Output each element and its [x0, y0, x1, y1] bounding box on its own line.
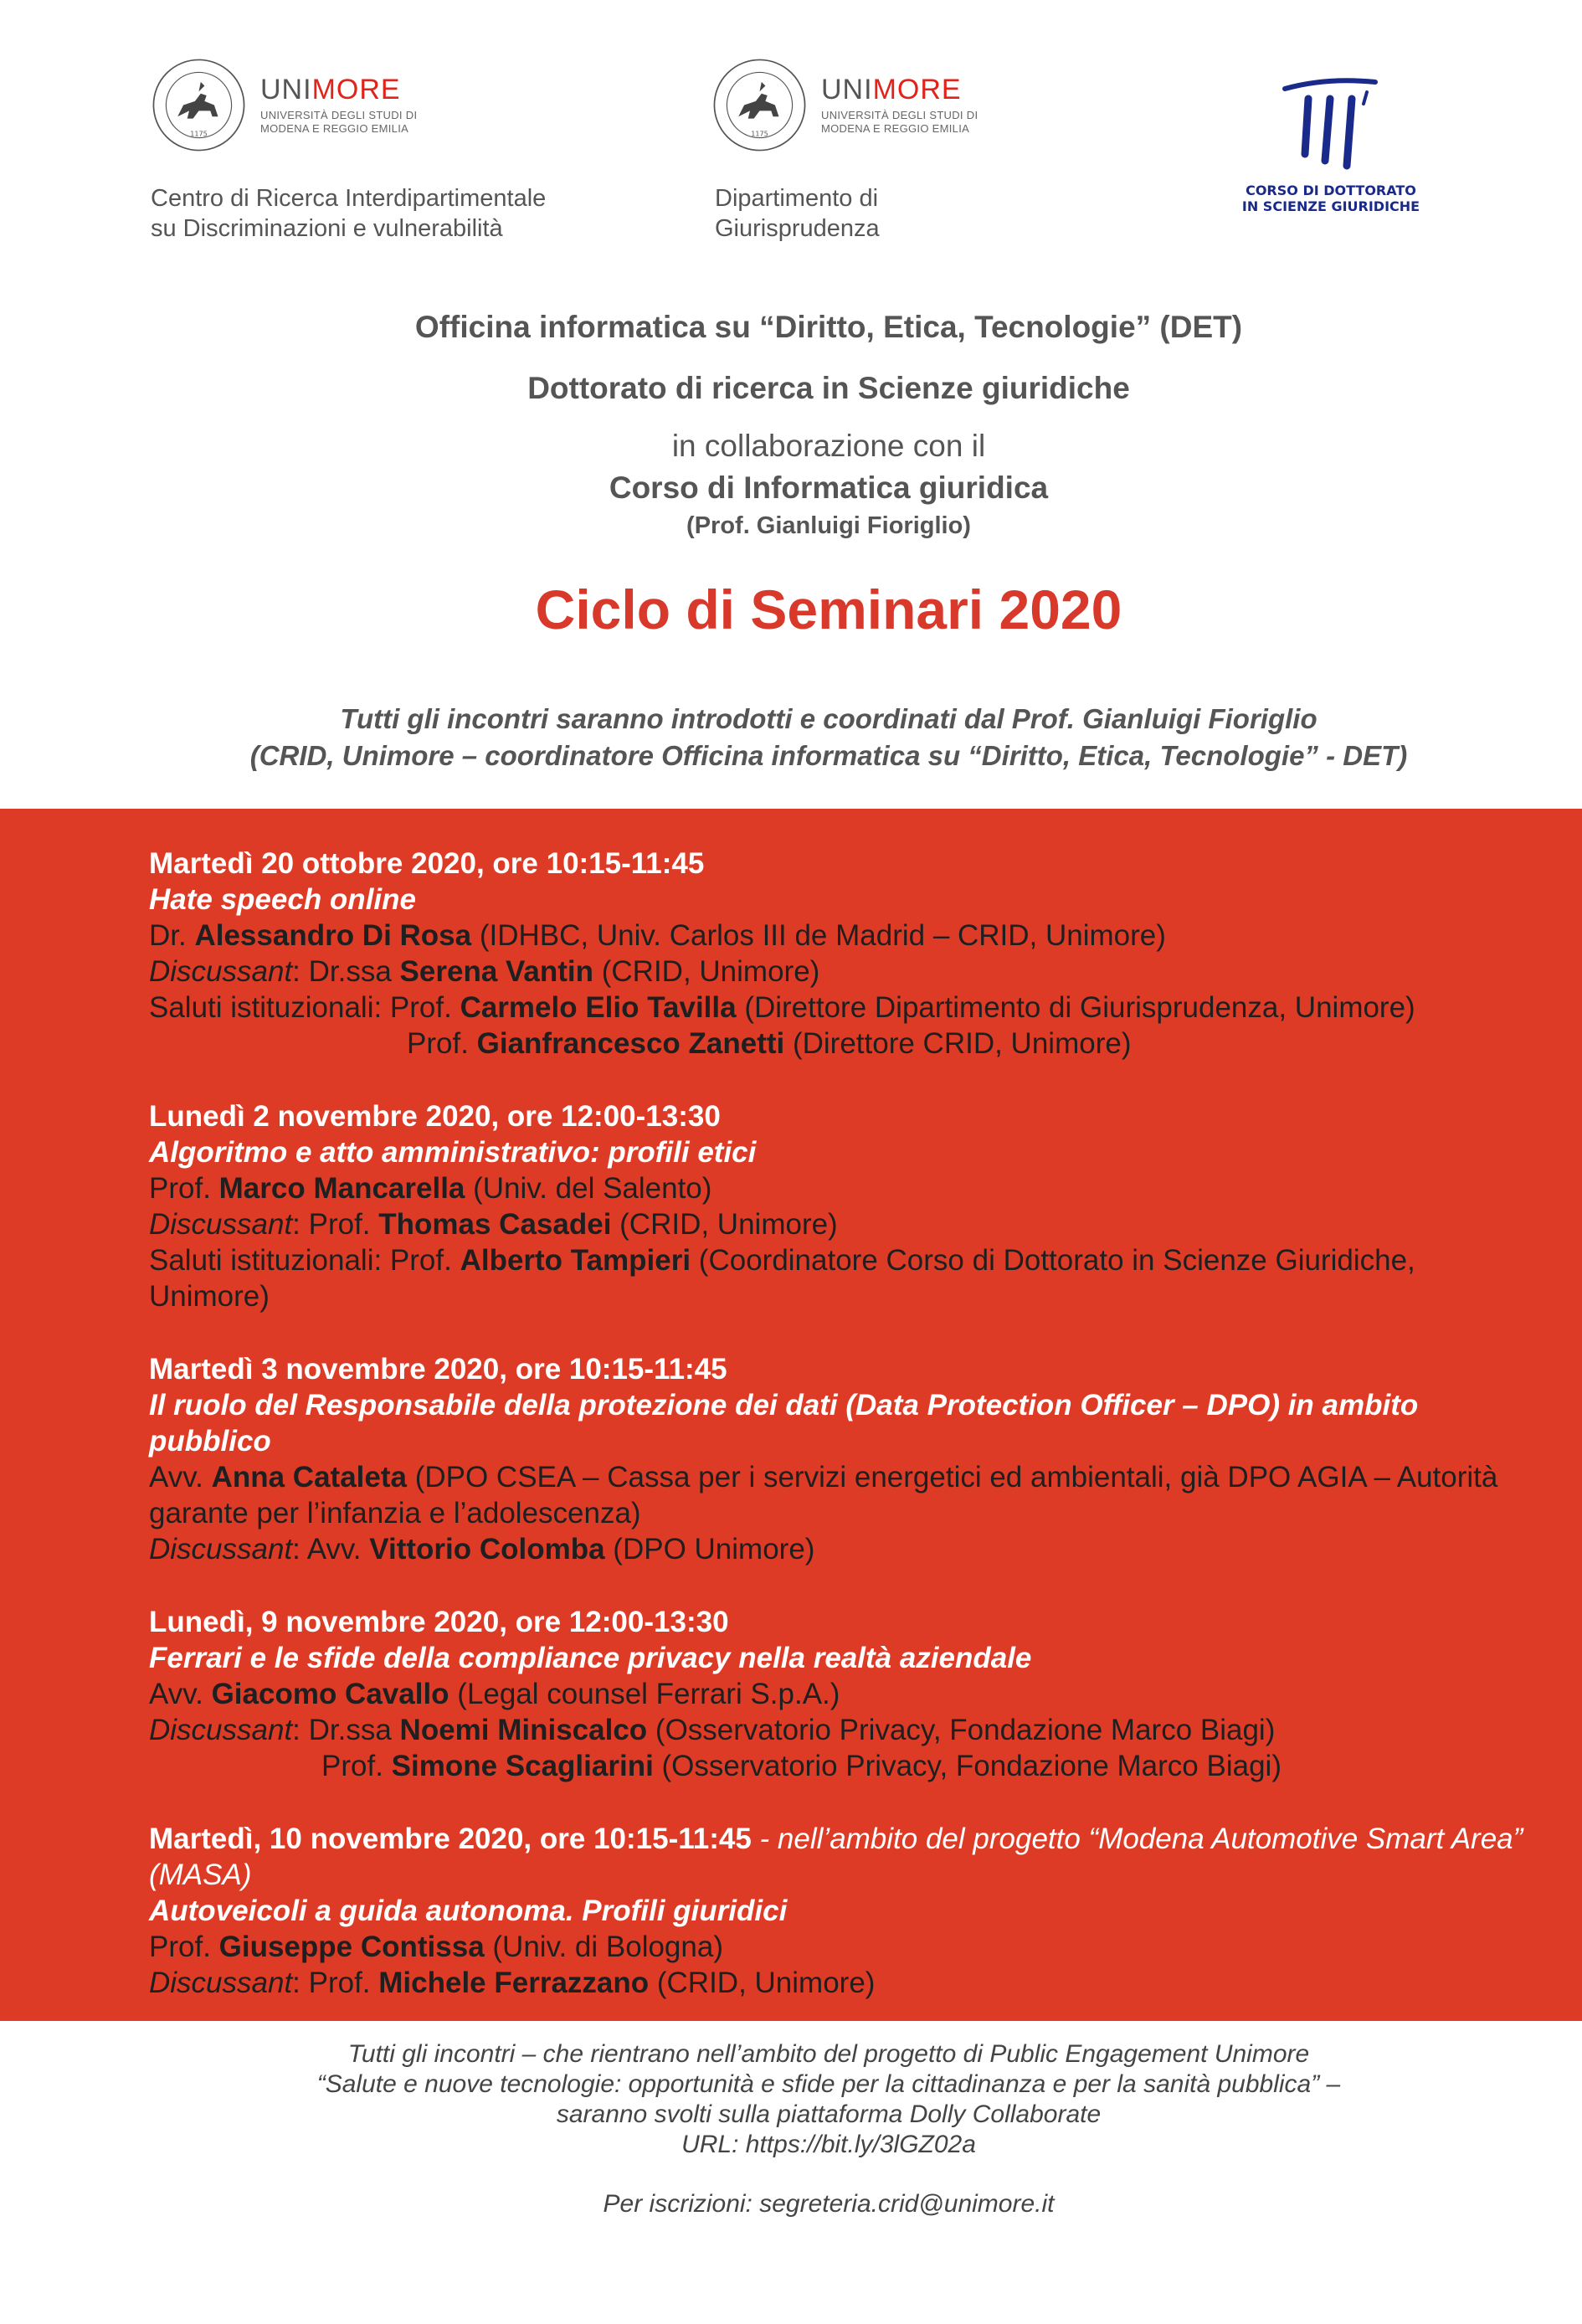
dottorato-logo: [1230, 74, 1431, 214]
seminar-topic: Algoritmo e atto amministrativo: profili etici: [149, 1136, 757, 1169]
seminar-date: Martedì 3 novembre 2020, ore 10:15-11:45: [149, 1353, 727, 1386]
unimore-subtitle-2: MODENA E REGGIO EMILIA: [821, 121, 970, 135]
seminar-discussant: Discussant: Prof. Michele Ferrazzano (CRID, Unimore): [149, 1967, 876, 1999]
svg-text:1175: 1175: [190, 130, 208, 138]
seminar-item: [149, 1098, 1538, 1314]
svg-text:1175: 1175: [751, 130, 768, 138]
intro-line-1: Tutti gli incontri saranno introdotti e coordinati dal Prof. Gianluigi Fioriglio: [340, 703, 1317, 734]
seminar-topic: Hate speech online: [149, 883, 416, 916]
seminar-item: [149, 1821, 1538, 2001]
seminar-discussant: Discussant: Avv. Vittorio Colomba (DPO Unimore): [149, 1533, 815, 1566]
seminar-date: Martedì, 10 novembre 2020, ore 10:15-11:45 - nell’ambito del progetto “Modena Automotive Smart Area” (MASA): [149, 1823, 1523, 1891]
header-collaborazione: in collaborazione con il: [671, 429, 986, 463]
unimore-subtitle-1: UNIVERSITÀ DEGLI STUDI DI: [260, 108, 418, 121]
seminar-topic: Ferrari e le sfide della compliance privacy nella realtà aziendale: [149, 1642, 1032, 1674]
header-officina: Officina informatica su “Diritto, Etica, Tecnologie” (DET): [414, 310, 1243, 344]
seminar-saluti: Saluti istituzionali: Prof. Alberto Tampieri (Coordinatore Corso di Dottorato in Scienze Giuridiche, Unimore): [149, 1244, 1415, 1313]
unimore-seal-icon: [711, 57, 808, 153]
seminar-discussant-2: Prof. Simone Scagliarini (Osservatorio Privacy, Fondazione Marco Biagi): [321, 1750, 1282, 1782]
seminar-discussant: Discussant: Dr.ssa Noemi Miniscalco (Osservatorio Privacy, Fondazione Marco Biagi): [149, 1714, 1276, 1746]
seminar-speaker: Prof. Giuseppe Contissa (Univ. di Bologna): [149, 1931, 723, 1963]
dipartimento-logo: [711, 57, 978, 244]
footer-info: Tutti gli incontri – che rientrano nell’ambito del progetto di Public Engagement Unimore “Salute e nuove tecnologie: opportunità e sfide per la cittadinanza e per la sanità pubblica” – saranno svolti sulla piattaforma Dolly Collaborate URL: https://bit.ly/3lGZ02a: [0, 2039, 1582, 2160]
header-corso: Corso di Informatica giuridica: [609, 470, 1049, 505]
seminar-date: Lunedì, 9 novembre 2020, ore 12:00-13:30: [149, 1606, 729, 1638]
header-prof: (Prof. Gianluigi Fioriglio): [686, 512, 971, 539]
dottorato-text: CORSO DI DOTTORATO IN SCIENZE GIURIDICHE: [1241, 183, 1420, 214]
dipartimento-caption: Dipartimento di Giurisprudenza: [715, 185, 880, 242]
seminar-date: Martedì 20 ottobre 2020, ore 10:15-11:45: [149, 847, 705, 880]
footer-iscrizioni[interactable]: Per iscrizioni: segreteria.crid@unimore.it: [603, 2190, 1055, 2218]
unimore-seal-icon: [151, 57, 247, 153]
seminar-discussant: Discussant: Dr.ssa Serena Vantin (CRID, Unimore): [149, 955, 820, 988]
seminar-saluti-2: Prof. Gianfrancesco Zanetti (Direttore CRID, Unimore): [407, 1027, 1132, 1060]
seminar-saluti: Saluti istituzionali: Prof. Carmelo Elio Tavilla (Direttore Dipartimento di Giurisprudenza, Unimore): [149, 991, 1415, 1024]
seminar-speaker: Prof. Marco Mancarella (Univ. del Salento): [149, 1172, 712, 1205]
unimore-wordmark: UNIMORE: [260, 73, 401, 105]
dottorato-mark-icon: [1268, 74, 1394, 174]
unimore-subtitle-1: UNIVERSITÀ DEGLI STUDI DI: [821, 108, 978, 121]
seminar-date-note: - nell’ambito del progetto “Modena Automotive Smart Area” (MASA): [149, 1823, 1523, 1891]
seminar-item: [149, 1351, 1538, 1567]
seminar-topic: Il ruolo del Responsabile della protezione dei dati (Data Protection Officer – DPO) in ambito pubblico: [149, 1389, 1419, 1458]
seminar-topic: Autoveicoli a guida autonoma. Profili giuridici: [149, 1895, 788, 1927]
seminar-speaker: Dr. Alessandro Di Rosa (IDHBC, Univ. Carlos III de Madrid – CRID, Unimore): [149, 919, 1166, 952]
page-title: Ciclo di Seminari 2020: [535, 578, 1122, 640]
seminar-list: [149, 846, 1538, 2001]
seminar-discussant: Discussant: Prof. Thomas Casadei (CRID, Unimore): [149, 1208, 838, 1241]
seminar-date: Lunedì 2 novembre 2020, ore 12:00-13:30: [149, 1100, 721, 1133]
unimore-wordmark: UNIMORE: [821, 73, 962, 105]
seminar-speaker: Avv. Anna Cataleta (DPO CSEA – Cassa per i servizi energetici ed ambientali, già DPO AGIA – Autorità garante per l’infanzia e l’adolescenza): [149, 1461, 1498, 1530]
unimore-subtitle-2: MODENA E REGGIO EMILIA: [260, 121, 409, 135]
header-dottorato: Dottorato di ricerca in Scienze giuridiche: [527, 371, 1130, 405]
footer-url[interactable]: URL: https://bit.ly/3lGZ02a: [681, 2131, 976, 2158]
intro-line-2: (CRID, Unimore – coordinatore Officina informatica su “Diritto, Etica, Tecnologie” - DET): [249, 740, 1408, 771]
seminar-item: [149, 846, 1538, 1062]
seminar-speaker: Avv. Giacomo Cavallo (Legal counsel Ferrari S.p.A.): [149, 1678, 840, 1710]
seminar-item: [149, 1604, 1538, 1784]
crid-caption: Centro di Ricerca Interdipartimentale su Discriminazioni e vulnerabilità: [151, 185, 547, 242]
crid-logo: [151, 57, 546, 244]
